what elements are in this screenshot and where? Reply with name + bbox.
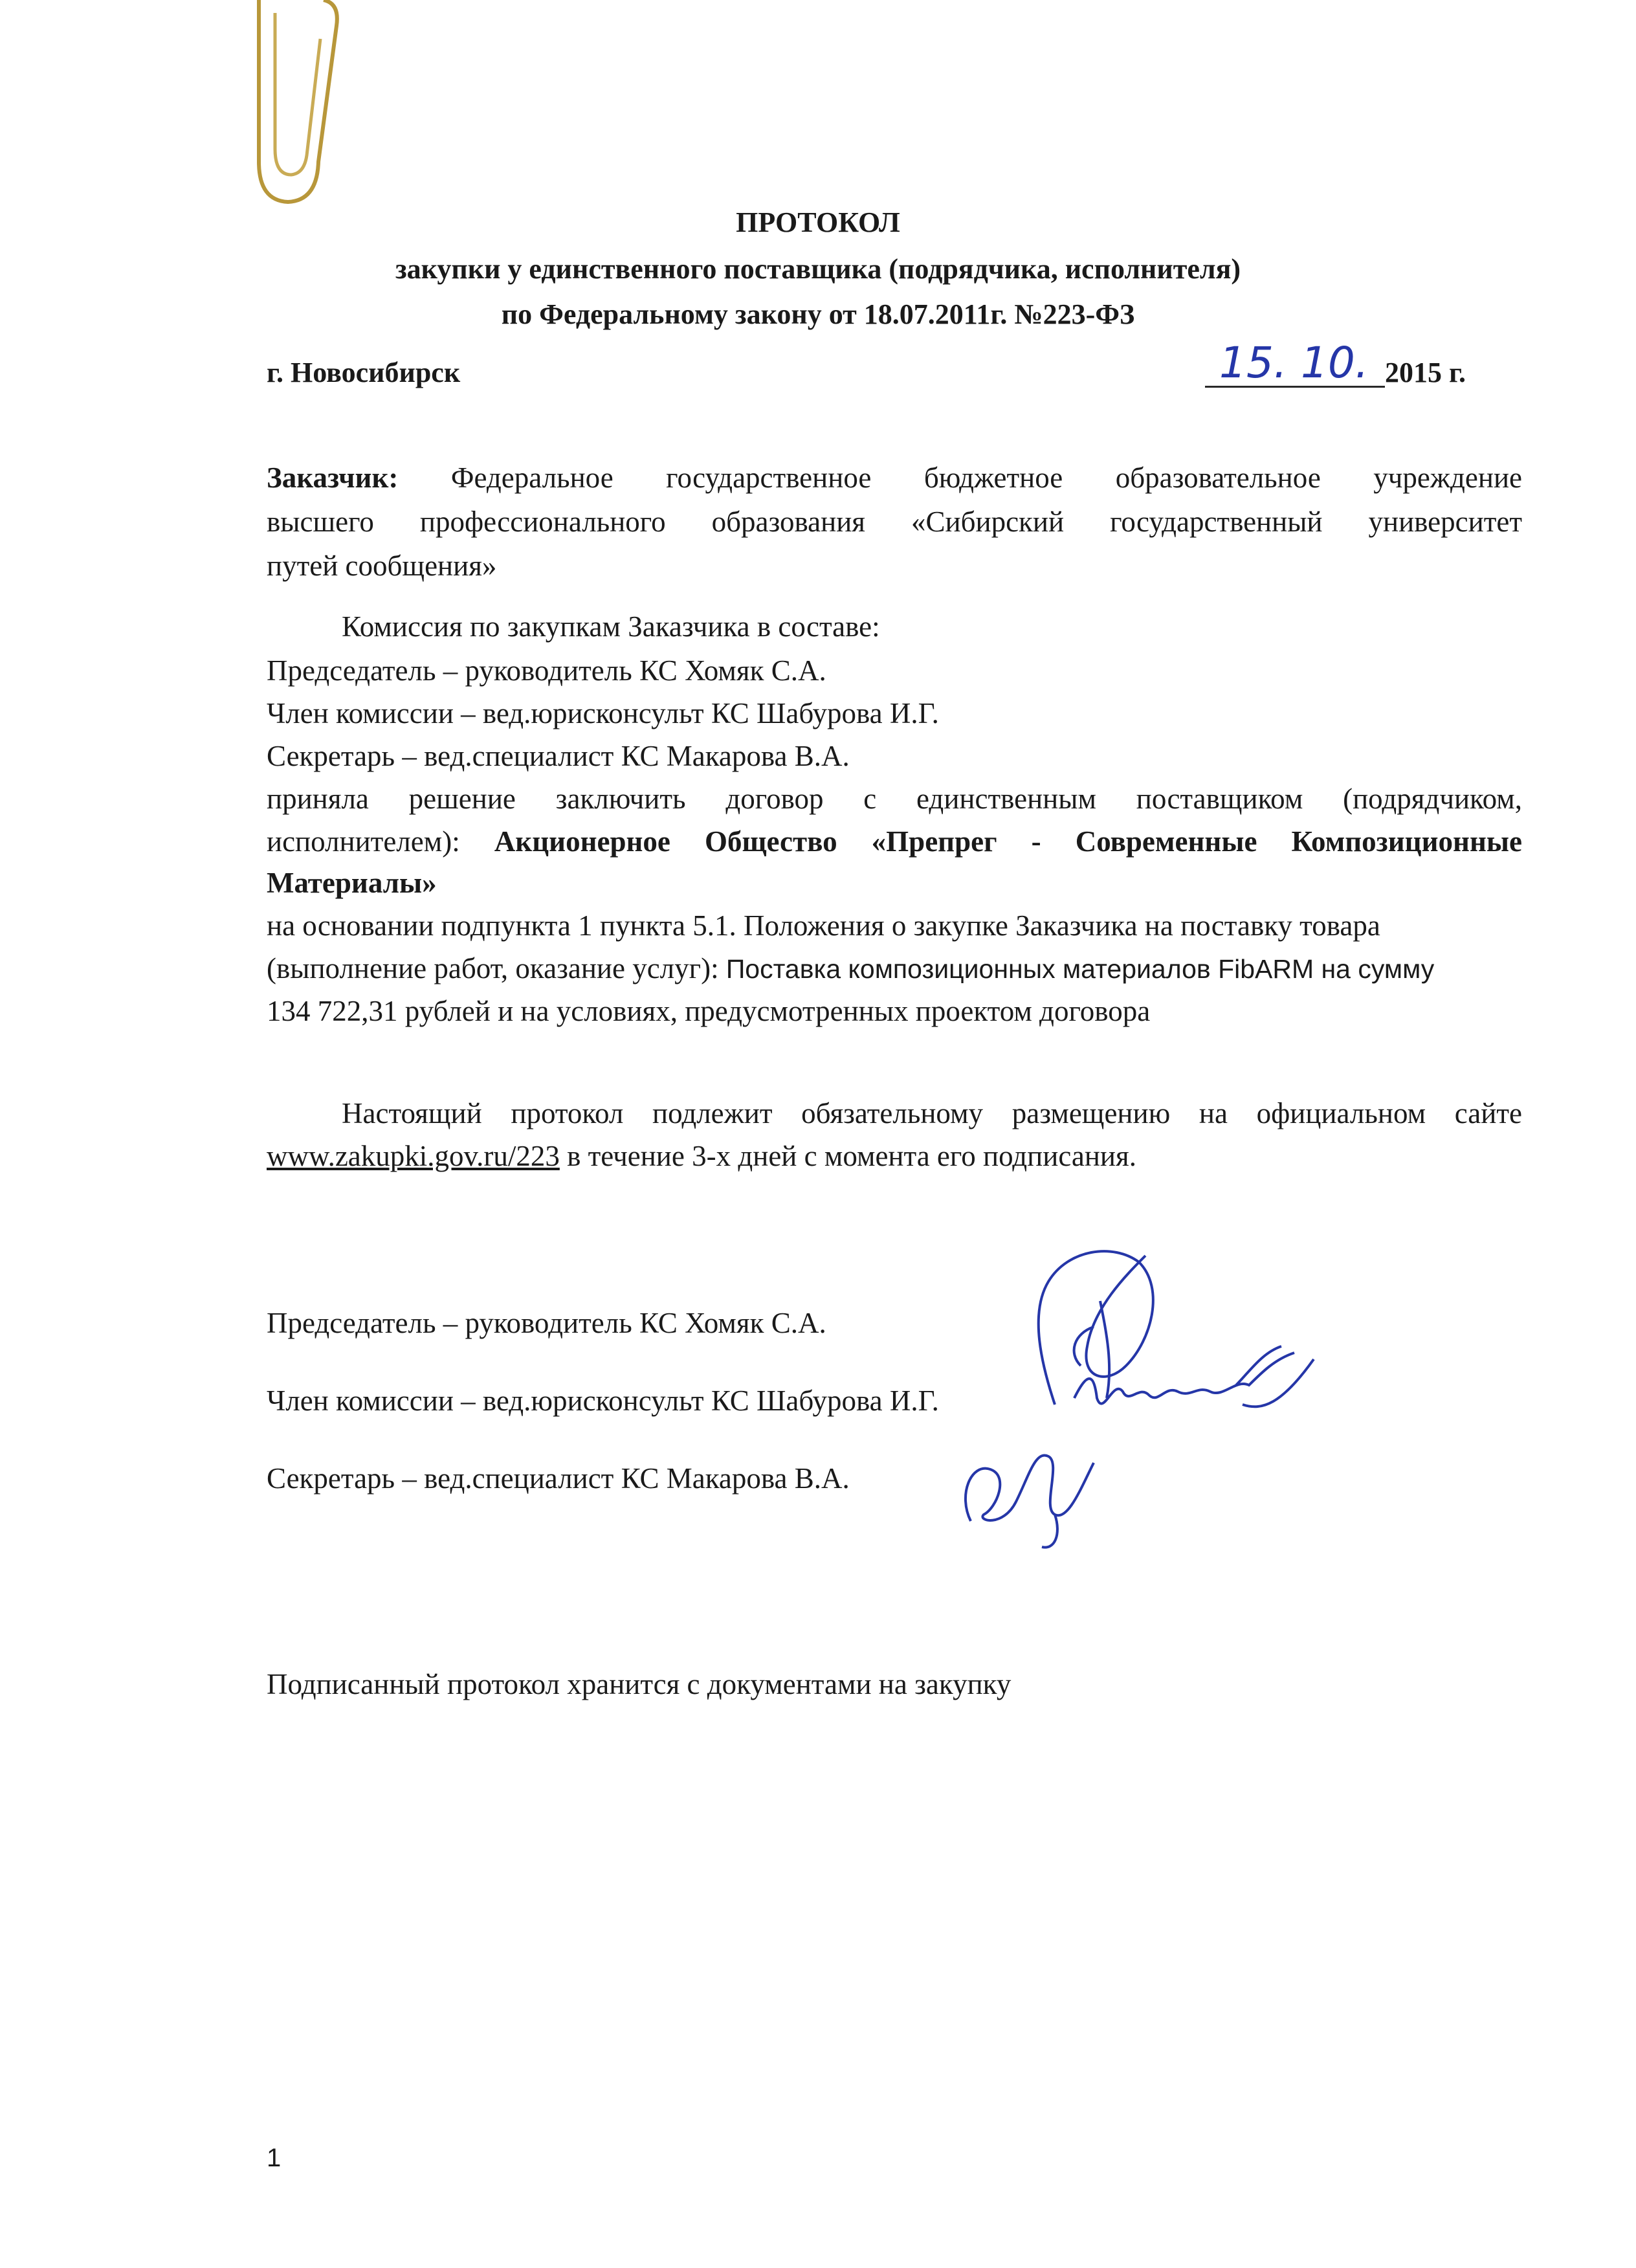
- city: г. Новосибирск: [267, 357, 461, 388]
- customer-line-3: путей сообщения»: [267, 550, 497, 582]
- signature-secretary-label: Секретарь – вед.специалист КС Макарова В.А.: [267, 1462, 850, 1495]
- commission-secretary: Секретарь – вед.специалист КС Макарова В.А.: [267, 740, 850, 772]
- handwritten-date: 15. 10.: [1219, 338, 1369, 388]
- footer-note: Подписанный протокол хранится с документами на закупку: [267, 1668, 1011, 1700]
- date-field: [1205, 337, 1385, 388]
- zakupki-link[interactable]: www.zakupki.gov.ru/223: [267, 1140, 560, 1172]
- customer-line-1: [267, 456, 1522, 500]
- secretary-signature: [945, 1424, 1113, 1553]
- paperclip-icon: [239, 0, 369, 220]
- document-subtitle-1: закупки у единственного поставщика (подрядчика, исполнителя): [395, 253, 1241, 285]
- decision-line-1: приняла решение заключить договор с единственным поставщиком (подрядчиком,: [267, 783, 1522, 815]
- publication-line-2-suffix: в течение 3-х дней с момента его подписания.: [559, 1140, 1136, 1172]
- document-title: ПРОТОКОЛ: [736, 206, 900, 238]
- customer-line-2: высшего профессионального образования «Сибирский государственный университет: [267, 506, 1522, 538]
- customer-label: Заказчик:: [267, 461, 399, 494]
- member-signature: [1068, 1333, 1327, 1437]
- decision-line-2-prefix: исполнителем):: [267, 825, 460, 858]
- commission-chairman: Председатель – руководитель КС Хомяк С.А.: [267, 654, 826, 687]
- year: 2015 г.: [1385, 357, 1466, 388]
- basis-line-2: [267, 946, 1434, 991]
- document-subtitle-2: по Федеральному закону от 18.07.2011г. №223-ФЗ: [501, 298, 1135, 330]
- commission-intro: Комиссия по закупкам Заказчика в составе:: [342, 610, 880, 643]
- publication-line-1: Настоящий протокол подлежит обязательному размещению на официальном сайте: [342, 1097, 1522, 1129]
- basis-line-3: 134 722,31 рублей и на условиях, предусмотренных проектом договора: [267, 995, 1151, 1027]
- publication-line-2: [267, 1134, 1136, 1178]
- decision-line-2: [267, 819, 1522, 863]
- page-number: 1: [267, 2144, 282, 2172]
- supplier-name: Акционерное Общество «Препрег - Современные Композиционные: [494, 825, 1522, 858]
- signature-member-label: Член комиссии – вед.юрисконсульт КС Шабурова И.Г.: [267, 1384, 939, 1417]
- basis-line-1: на основании подпункта 1 пункта 5.1. Положения о закупке Заказчика на поставку товара: [267, 909, 1380, 942]
- purchase-subject: Поставка композиционных материалов FibARM на сумму: [725, 954, 1435, 984]
- basis-line-2-prefix: (выполнение работ, оказание услуг):: [267, 952, 719, 984]
- signature-chairman-label: Председатель – руководитель КС Хомяк С.А.: [267, 1307, 826, 1339]
- commission-member: Член комиссии – вед.юрисконсульт КС Шабурова И.Г.: [267, 697, 939, 729]
- supplier-name-cont: Материалы»: [267, 867, 437, 899]
- customer-name-part-1: Федеральное государственное бюджетное образовательное учреждение: [450, 461, 1522, 494]
